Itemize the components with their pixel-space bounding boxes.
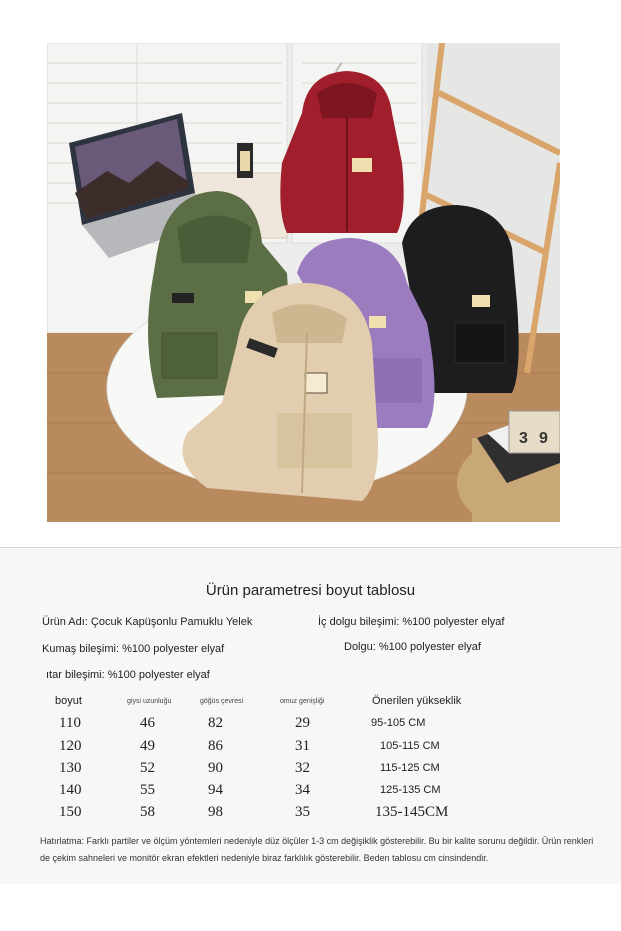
table-cell: 49: [140, 738, 155, 754]
table-cell: 140: [59, 782, 82, 798]
table-cell: 125-135 CM: [380, 784, 441, 796]
table-cell: 35: [295, 804, 310, 820]
table-cell: 95-105 CM: [371, 717, 426, 729]
col-header-chest: göğüs çevresi: [200, 698, 244, 705]
table-cell: 82: [208, 715, 223, 731]
table-cell: 94: [208, 782, 223, 798]
table-cell: 55: [140, 782, 155, 798]
table-cell: 29: [295, 715, 310, 731]
col-header-size: boyut: [55, 695, 82, 707]
col-header-length: giysi uzunluğu: [127, 698, 172, 705]
col-header-height: Önerilen yükseklik: [372, 695, 462, 707]
table-cell: 90: [208, 760, 223, 776]
calendar-digit: 9: [539, 430, 548, 447]
table-cell: 110: [59, 715, 81, 731]
reminder-note: Hatırlatma: Farklı partiler ve ölçüm yöntemleri nedeniyle düz ölçüler 1-3 cm değişiklik gösterebilir. Bu bir kalite sorunu değildir. Ürün renkleri de çekim sahneleri ve monitör ekran efektleri nedeniyle biraz farklılık gösterebilir. Beden tablosu cm cinsindendir.: [40, 836, 594, 863]
param-fabric: Kumaş bileşimi: %100 polyester elyaf: [42, 643, 225, 655]
table-cell: 105-115 CM: [380, 740, 440, 752]
product-photo: [47, 43, 560, 522]
table-cell: 130: [59, 760, 82, 776]
table-cell: 52: [140, 760, 155, 776]
table-cell: 86: [208, 738, 223, 754]
table-cell: 46: [140, 715, 155, 731]
table-cell: 120: [59, 738, 82, 754]
param-lining: ıtar bileşimi: %100 polyester elyaf: [46, 669, 210, 681]
param-product-name: Ürün Adı: Çocuk Kapüşonlu Pamuklu Yelek: [42, 616, 253, 628]
table-cell: 98: [208, 804, 223, 820]
param-inner-fill: İç dolgu bileşimi: %100 polyester elyaf: [318, 616, 505, 628]
table-cell: 58: [140, 804, 155, 820]
param-filling: Dolgu: %100 polyester elyaf: [344, 641, 481, 653]
table-cell: 135-145CM: [375, 804, 449, 820]
table-cell: 115-125 CM: [380, 762, 440, 774]
size-chart-title: Ürün parametresi boyut tablosu: [205, 582, 416, 599]
col-header-shoulder: omuz genişliği: [280, 698, 325, 705]
calendar-digit: 3: [519, 430, 528, 447]
table-cell: 150: [59, 804, 82, 820]
table-cell: 32: [295, 760, 310, 776]
table-cell: 31: [295, 738, 310, 754]
table-cell: 34: [295, 782, 310, 798]
